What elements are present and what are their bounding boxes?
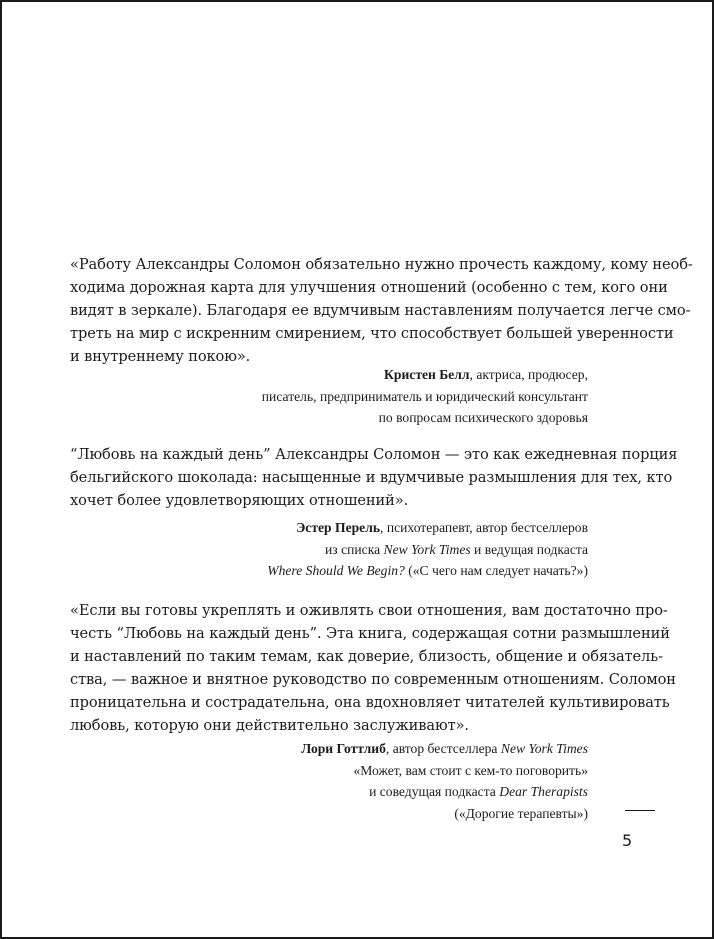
author-role: , психотерапевт, автор бестселлеров — [380, 520, 588, 535]
publication-title: New York Times — [383, 541, 471, 557]
quote-line: треть на мир с искренним смирением, что способствует большей уверенности — [70, 325, 674, 342]
quote-line: честь “Любовь на каждый день”. Эта книга, содержащая сотни размышлений — [70, 625, 670, 642]
attribution-line — [68, 364, 588, 386]
attribution-3 — [68, 738, 588, 824]
attribution-text: («С чего нам следует начать?») — [404, 563, 588, 578]
quote-line: любовь, которую они действительно заслуживают». — [70, 717, 469, 734]
attribution-line — [68, 781, 588, 803]
attribution-line: писатель, предприниматель и юридический консультант — [261, 388, 588, 404]
quote-3 — [70, 599, 676, 737]
author-name: Кристен Белл — [384, 367, 470, 382]
quote-line: ходима дорожная карта для улучшения отношений (особенно с тем, кого они — [70, 279, 668, 296]
author-role: , автор бестселлера — [385, 741, 501, 756]
quote-line: «Если вы готовы укреплять и оживлять свои отношения, вам достаточно про- — [70, 602, 668, 619]
attribution-1 — [68, 364, 588, 429]
podcast-title: Dear Therapists — [499, 784, 588, 799]
attribution-line — [68, 560, 588, 582]
attribution-line — [68, 539, 588, 561]
quote-line: проницательна и сострадательна, она вдохновляет читателей культивировать — [70, 694, 670, 711]
footer-rule — [625, 810, 655, 811]
page-number: 5 — [622, 831, 633, 850]
quote-line: хочет более удовлетворяющих отношений». — [70, 492, 409, 509]
quote-2 — [70, 443, 678, 512]
attribution-line: «Может, вам стоит с кем-то поговорить» — [353, 762, 588, 778]
quote-line: «Работу Александры Соломон обязательно нужно прочесть каждому, кому необ- — [70, 256, 693, 273]
attribution-line: («Дорогие терапевты») — [454, 805, 588, 821]
publication-title: New York Times — [500, 741, 588, 756]
author-name: Лори Готтлиб — [301, 741, 386, 756]
quote-line: и внутреннему покою». — [70, 348, 251, 365]
quote-line: ства, — важное и внятное руководство по современным отношениям. Соломон — [70, 671, 676, 688]
quote-line: бельгийского шоколада: насыщенные и вдумчивые размышления для тех, кто — [70, 469, 673, 486]
attribution-text: и соведущая подкаста — [369, 784, 500, 799]
quote-line: и наставлений по таким темам, как доверие, близость, общение и обязатель- — [70, 648, 663, 665]
author-role: , актриса, продюсер, — [469, 367, 588, 382]
podcast-title: Where Should We Begin? — [267, 563, 405, 578]
attribution-line: по вопросам психического здоровья — [378, 410, 588, 425]
attribution-line — [68, 517, 588, 539]
quote-1 — [70, 253, 693, 368]
quote-line: видят в зеркале). Благодаря ее вдумчивым наставлениям получается легче смо- — [70, 302, 691, 319]
attribution-line — [68, 738, 588, 760]
attribution-2 — [68, 517, 588, 582]
quote-line: “Любовь на каждый день” Александры Соломон — это как ежедневная порция — [70, 446, 678, 463]
attribution-text: и ведущая подкаста — [470, 541, 588, 557]
attribution-text: из списка — [325, 541, 384, 557]
author-name: Эстер Перель — [296, 520, 381, 535]
